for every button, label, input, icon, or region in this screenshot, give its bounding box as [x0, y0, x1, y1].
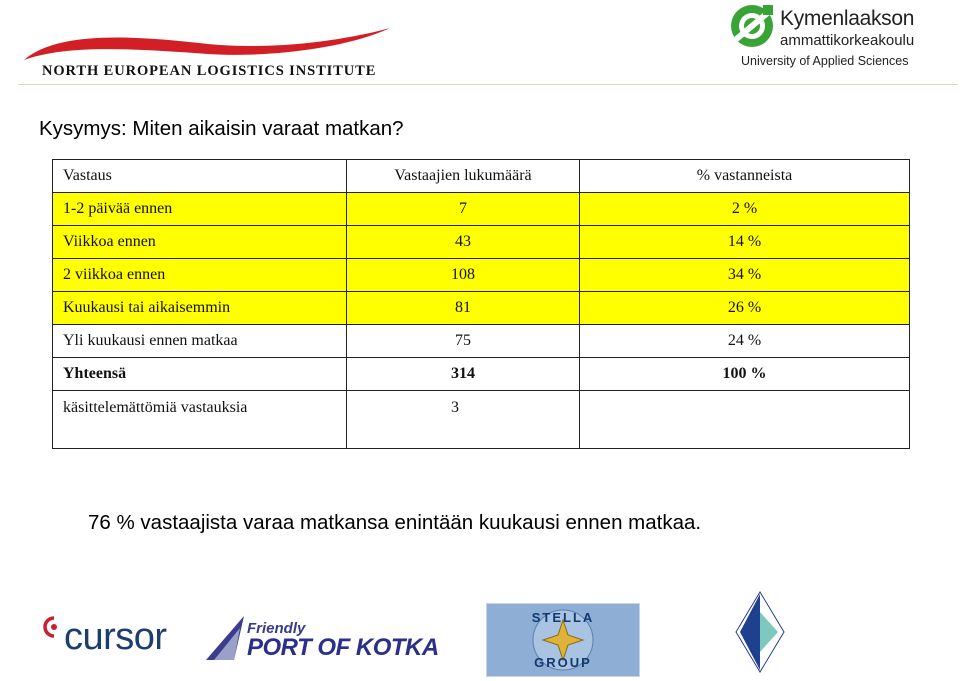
port-of-kotka-logo	[204, 614, 439, 666]
cell-answer: 1-2 päivää ennen	[53, 193, 347, 226]
nel-logo-text: NORTH EUROPEAN LOGISTICS INSTITUTE	[42, 63, 377, 79]
header-percent: % vastanneista	[580, 160, 910, 193]
cell-answer: Kuukausi tai aikaisemmin	[53, 292, 347, 325]
stella-top-text: STELLA	[531, 610, 595, 625]
cell-percent: 14 %	[580, 226, 910, 259]
total-label: Yhteensä	[53, 358, 347, 391]
cell-count: 81	[347, 292, 580, 325]
cell-answer: Viikkoa ennen	[53, 226, 347, 259]
table-row	[53, 193, 910, 226]
kyamk-mark-icon	[728, 2, 778, 52]
header-divider	[18, 84, 958, 85]
kotka-port-text: PORT OF KOTKA	[247, 634, 439, 661]
cell-percent: 24 %	[580, 325, 910, 358]
cell-count: 75	[347, 325, 580, 358]
results-table	[52, 159, 910, 449]
kotka-wing-icon	[204, 614, 248, 662]
nel-swoosh-icon	[18, 22, 398, 64]
table-total-row	[53, 358, 910, 391]
invalid-percent	[580, 391, 910, 449]
cell-answer: 2 viikkoa ennen	[53, 259, 347, 292]
header-count: Vastaajien lukumäärä	[347, 160, 580, 193]
cell-percent: 26 %	[580, 292, 910, 325]
cursor-mark-icon	[40, 614, 66, 650]
kyamk-subtitle: ammattikorkeakoulu	[780, 32, 915, 49]
stella-bottom-text: GROUP	[534, 655, 592, 670]
table-row	[53, 259, 910, 292]
total-percent: 100 %	[580, 358, 910, 391]
conclusion-text: 76 % vastaajista varaa matkansa enintään kuukausi ennen matkaa.	[88, 511, 702, 534]
invalid-count: 3	[347, 391, 580, 449]
stella-group-logo	[486, 603, 640, 677]
cell-count: 43	[347, 226, 580, 259]
header-answer: Vastaus	[53, 160, 347, 193]
table-header-row	[53, 160, 910, 193]
table-row	[53, 325, 910, 358]
invalid-label: käsittelemättömiä vastauksia	[53, 391, 347, 449]
kyamk-name: Kymenlaakson	[780, 7, 915, 30]
diamond-logo-icon	[732, 590, 788, 674]
table-invalid-row	[53, 391, 910, 449]
cell-count: 108	[347, 259, 580, 292]
question-title: Kysymys: Miten aikaisin varaat matkan?	[39, 117, 404, 140]
cursor-logo-text: cursor	[64, 616, 167, 658]
cell-percent: 2 %	[580, 193, 910, 226]
cell-answer: Yli kuukausi ennen matkaa	[53, 325, 347, 358]
total-count: 314	[347, 358, 580, 391]
cursor-logo	[40, 612, 180, 664]
kotka-friendly-text: Friendly	[247, 620, 306, 637]
cell-percent: 34 %	[580, 259, 910, 292]
table-row	[53, 292, 910, 325]
nel-logo	[18, 22, 398, 82]
table-row	[53, 226, 910, 259]
cell-count: 7	[347, 193, 580, 226]
kyamk-logo	[728, 2, 948, 72]
kyamk-english-name: University of Applied Sciences	[741, 54, 909, 68]
